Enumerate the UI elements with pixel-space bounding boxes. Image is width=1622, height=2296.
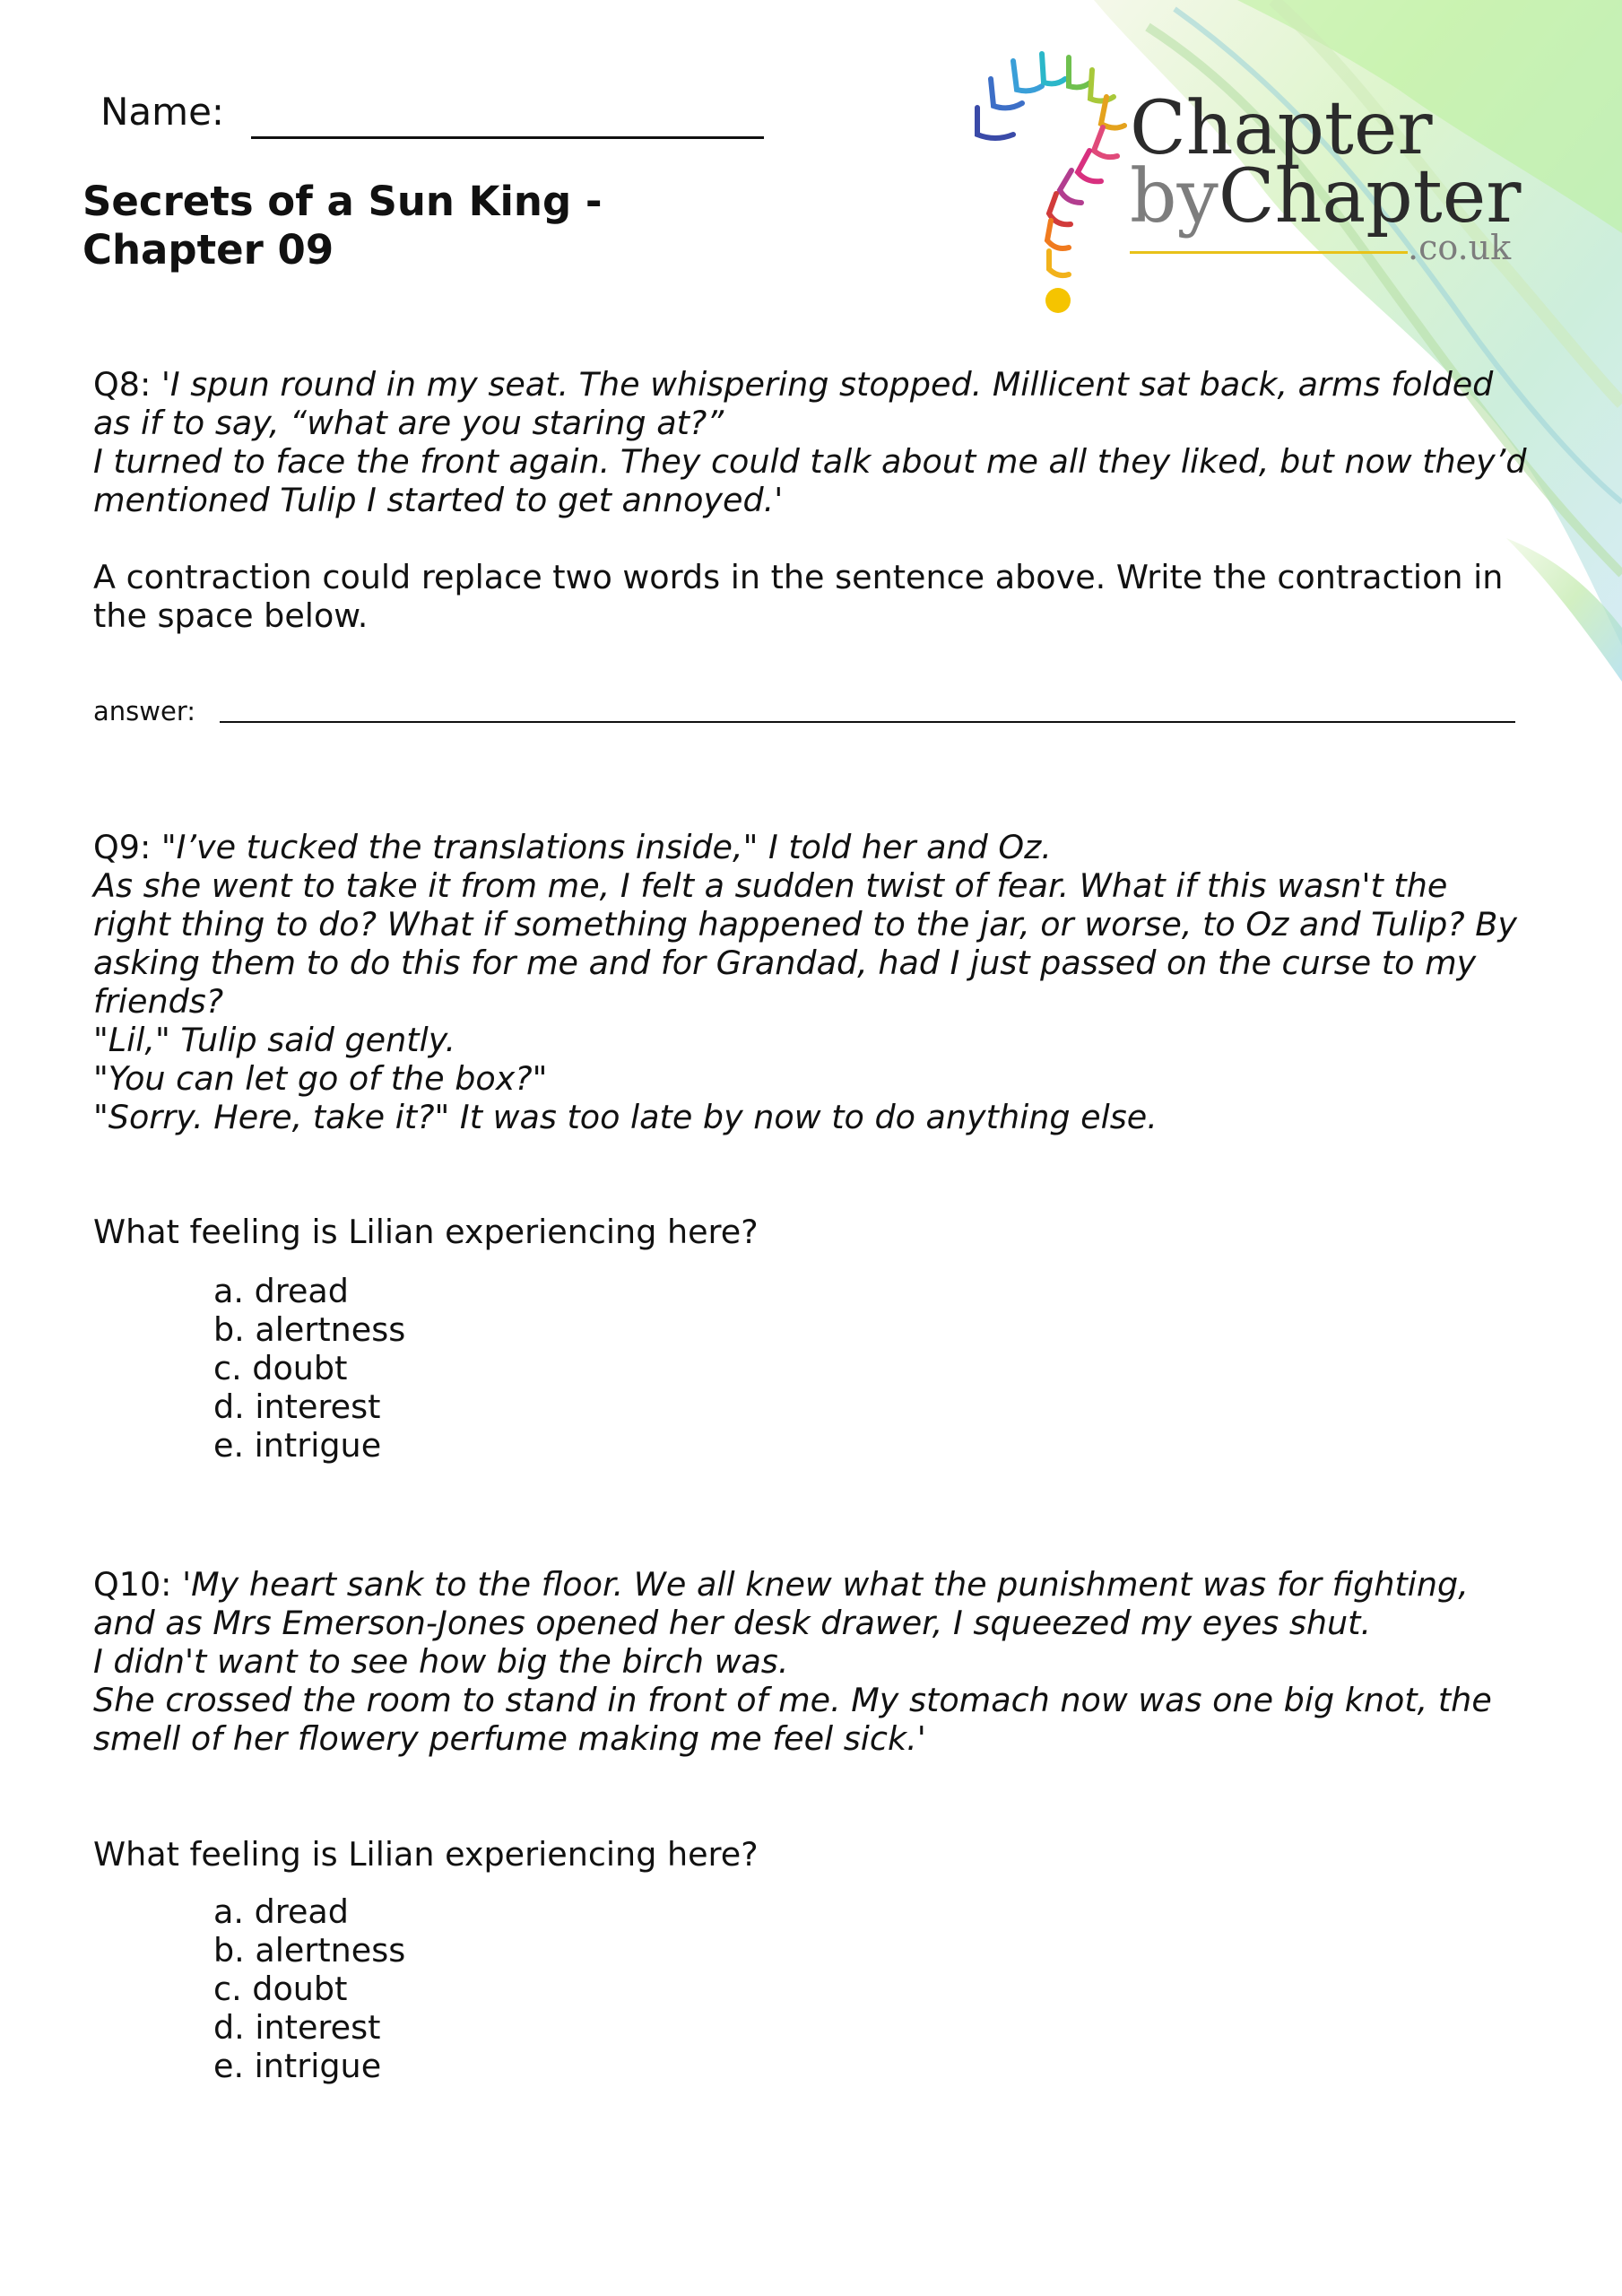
option-a[interactable]: a. dread [213, 1892, 349, 1931]
quote-text: "Lil," Tulip said gently. [93, 1021, 456, 1059]
quote-text: as if to say, “what are you staring at?” [93, 404, 724, 442]
quote-text: right thing to do? What if something happened to the jar, or worse, to Oz and Tulip? By [93, 905, 1517, 944]
title-line: Secrets of a Sun King - [82, 178, 603, 225]
logo-word-chapter: Chapter [1130, 86, 1433, 171]
option-c[interactable]: c. doubt [213, 1970, 348, 2008]
option-e[interactable]: e. intrigue [213, 2047, 382, 2085]
option-e[interactable]: e. intrigue [213, 1426, 382, 1465]
quote-text: and as Mrs Emerson-Jones opened her desk drawer, I squeezed my eyes shut. [93, 1604, 1372, 1642]
quote-text: She crossed the room to stand in front of me. My stomach now was one big knot, the [93, 1681, 1492, 1719]
prompt-line: A contraction could replace two words in the sentence above. Write the contraction in [93, 558, 1504, 596]
quote-text: asking them to do this for me and for Grandad, had I just passed on the curse to my [93, 944, 1477, 982]
logo-domain: .co.uk [1408, 228, 1512, 267]
name-field-line[interactable] [251, 136, 764, 139]
prompt-line: the space below. [93, 596, 369, 635]
question-10-passage [93, 1565, 1537, 1758]
passage-line [93, 828, 1537, 866]
quote-text: friends? [93, 982, 224, 1021]
quote-text: "You can let go of the box?" [93, 1059, 548, 1098]
option-b[interactable]: b. alertness [213, 1931, 406, 1970]
question-8-prompt [93, 558, 1537, 635]
option-a[interactable]: a. dread [213, 1272, 349, 1310]
logo-word-bychapter [1130, 154, 1522, 239]
quote-text: smell of her flowery perfume making me feel sick.' [93, 1719, 926, 1758]
passage-line [93, 365, 1537, 404]
question-10-options [213, 1892, 405, 2085]
page-title [82, 178, 603, 274]
quote-text: mentioned Tulip I started to get annoyed.' [93, 481, 784, 519]
question-label: Q9: [93, 828, 152, 866]
logo-underline [1130, 251, 1408, 254]
option-d[interactable]: d. interest [213, 2008, 381, 2047]
quote-text: "Sorry. Here, take it?" It was too late by now to do anything else. [93, 1098, 1158, 1136]
question-label: Q8: [93, 365, 152, 404]
option-c[interactable]: c. doubt [213, 1349, 348, 1387]
question-9-prompt: What feeling is Lilian experiencing here? [93, 1213, 759, 1251]
quote-text: 'I spun round in my seat. The whispering stopped. Millicent sat back, arms folded [160, 365, 1494, 404]
answer-field-line[interactable] [220, 721, 1515, 723]
question-10-prompt: What feeling is Lilian experiencing here? [93, 1835, 759, 1874]
quote-text: I didn't want to see how big the birch was. [93, 1642, 789, 1681]
option-d[interactable]: d. interest [213, 1387, 381, 1426]
quote-text: I turned to face the front again. They could talk about me all they liked, but now they’d [93, 442, 1527, 481]
quote-text: 'My heart sank to the floor. We all knew what the punishment was for fighting, [182, 1565, 1469, 1604]
answer-label: answer: [93, 696, 196, 726]
question-8-passage [93, 365, 1537, 519]
passage-line [93, 1565, 1537, 1604]
chapter-by-chapter-logo [959, 45, 1551, 314]
quote-text: "I’ve tucked the translations inside," I told her and Oz. [160, 828, 1052, 866]
logo-word-by: by [1130, 154, 1219, 239]
name-label: Name: [100, 90, 225, 134]
option-b[interactable]: b. alertness [213, 1310, 406, 1349]
logo-word-chapter-2: Chapter [1218, 154, 1522, 239]
question-9-passage [93, 828, 1537, 1136]
title-line: Chapter 09 [82, 226, 334, 274]
quote-text: As she went to take it from me, I felt a sudden twist of fear. What if this wasn't the [93, 866, 1448, 905]
question-9-options [213, 1272, 405, 1465]
question-label: Q10: [93, 1565, 172, 1604]
